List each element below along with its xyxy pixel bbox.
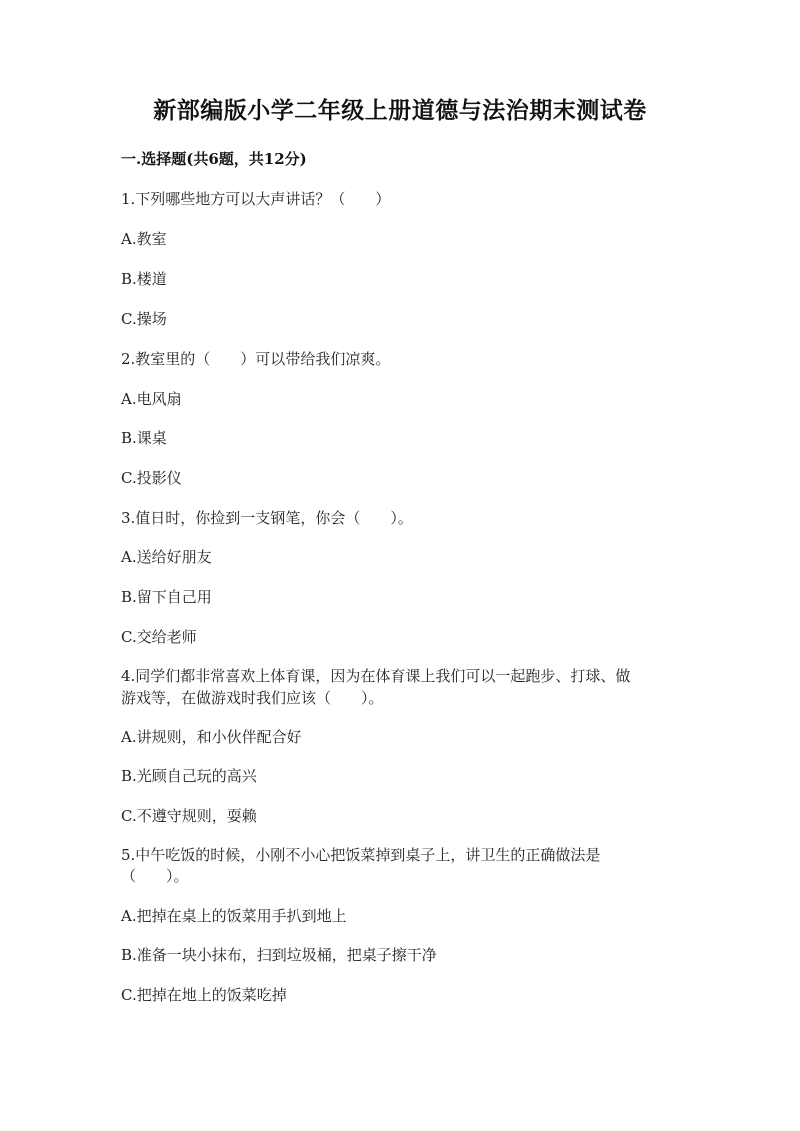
question-3-stem: 3.值日时，你捡到一支钢笔，你会（ ）。 — [121, 509, 413, 527]
question-5-option-a: A.把掉在桌上的饭菜用手扒到地上 — [121, 907, 347, 925]
question-3-option-c: C.交给老师 — [121, 628, 197, 646]
question-1-option-b: B.楼道 — [121, 270, 167, 288]
exam-title: 新部编版小学二年级上册道德与法治期末测试卷 — [153, 97, 647, 124]
question-1-stem: 1.下列哪些地方可以大声讲话？（ ） — [121, 190, 391, 208]
question-3-option-b: B.留下自己用 — [121, 588, 212, 606]
question-5-stem-line2: （ ）。 — [121, 867, 189, 885]
question-5-option-c: C.把掉在地上的饭菜吃掉 — [121, 986, 287, 1004]
question-4-option-b: B.光顾自己玩的高兴 — [121, 767, 257, 785]
question-2-option-a: A.电风扇 — [121, 390, 182, 408]
question-2-option-c: C.投影仪 — [121, 469, 182, 487]
question-2-option-b: B.课桌 — [121, 429, 167, 447]
question-1-option-c: C.操场 — [121, 310, 167, 328]
question-1-option-a: A.教室 — [121, 230, 167, 248]
question-2-stem: 2.教室里的（ ）可以带给我们凉爽。 — [121, 350, 391, 368]
question-4-stem-line1: 4.同学们都非常喜欢上体育课，因为在体育课上我们可以一起跑步、打球、做 — [121, 667, 631, 685]
question-4-stem-line2: 游戏等，在做游戏时我们应该（ ）。 — [121, 689, 384, 707]
question-5-option-b: B.准备一块小抹布，扫到垃圾桶，把桌子擦干净 — [121, 946, 437, 964]
question-5-stem-line1: 5.中午吃饭的时候，小刚不小心把饭菜掉到桌子上，讲卫生的正确做法是 — [121, 846, 601, 864]
question-4-option-a: A.讲规则，和小伙伴配合好 — [121, 728, 302, 746]
question-3-option-a: A.送给好朋友 — [121, 548, 212, 566]
question-4-option-c: C.不遵守规则，耍赖 — [121, 807, 257, 825]
section-heading: 一.选择题(共6题，共12分) — [121, 150, 307, 168]
